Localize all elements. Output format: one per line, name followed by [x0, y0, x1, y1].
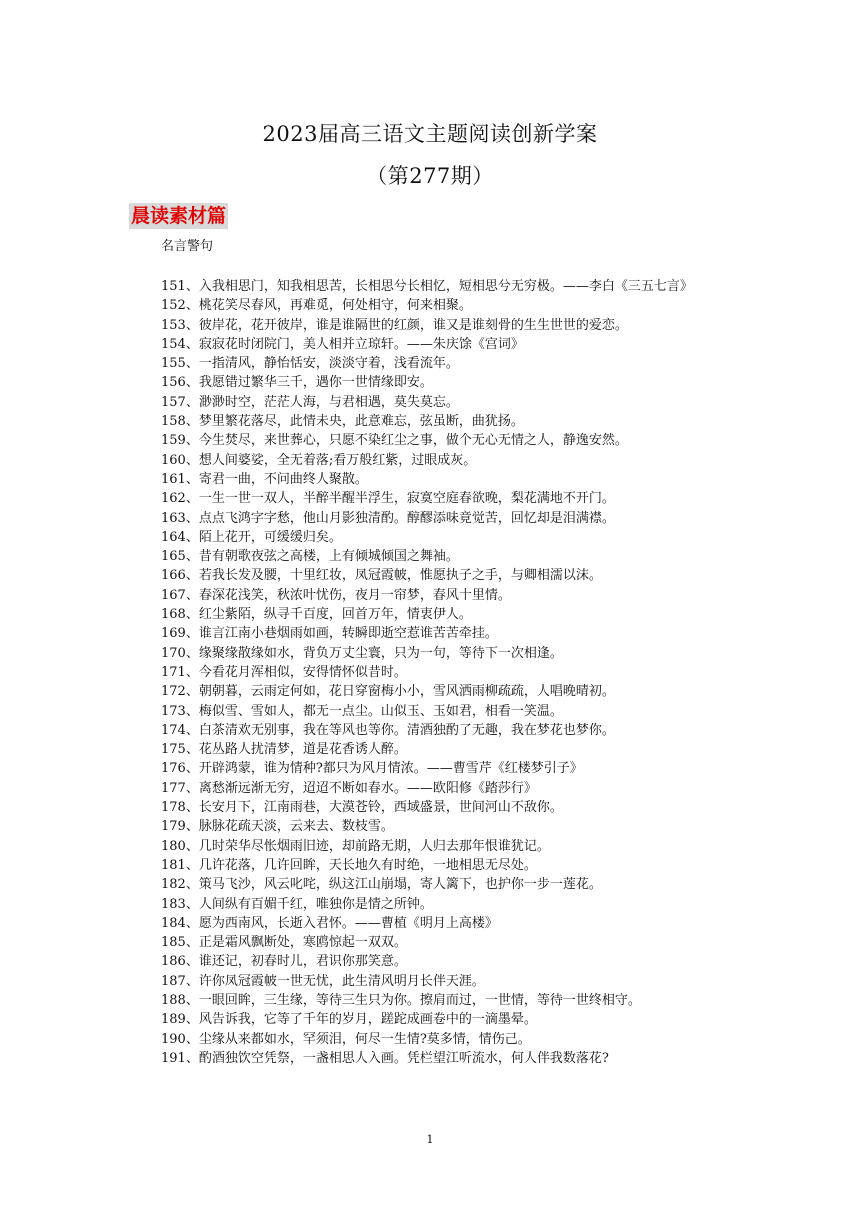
quote-item: 176、开辟鸿蒙，谁为情种?都只为风月情浓。——曹雪芹《红楼梦引子》	[161, 761, 583, 777]
subheading: 名言警句	[161, 239, 214, 254]
quote-item: 188、一眼回眸，三生缘，等待三生只为你。擦肩而过，一世情，等待一世终相守。	[161, 992, 641, 1008]
quote-item: 162、一生一世一双人，半醉半醒半浮生，寂寞空庭春欲晚，梨花满地不开门。	[161, 491, 615, 507]
quote-item: 166、若我长发及腰，十里红妆，凤冠霞帔，惟愿执子之手，与卿相濡以沫。	[161, 568, 602, 584]
quote-item: 179、脉脉花疏天淡，云来去、数枝雪。	[161, 819, 394, 835]
quote-item: 186、谁还记，初春时儿，君识你那笑意。	[161, 954, 407, 970]
quote-item: 172、朝朝暮，云雨定何如，花日穿窗梅小小，雪风洒雨柳疏疏，人唱晚晴初。	[161, 684, 615, 700]
quote-item: 189、风告诉我，它等了千年的岁月，蹉跎成画卷中的一滴墨晕。	[161, 1012, 537, 1028]
quote-item: 169、谁言江南小巷烟雨如画，转瞬即逝空惹谁苦苦牵挂。	[161, 626, 498, 642]
quote-item: 173、梅似雪、雪如人，都无一点尘。山似玉、玉如君，相看一笑温。	[161, 703, 563, 719]
quote-item: 181、几许花落，几许回眸，天长地久有时绝，一地相思无尽处。	[161, 857, 537, 873]
quote-item: 151、入我相思门，知我相思苦，长相思兮长相忆，短相思兮无穷极。——李白《三五七言》	[161, 279, 693, 294]
quote-item: 191、酌酒独饮空凭祭，一盏相思人入画。凭栏望江听流水，何人伴我数落花?	[161, 1050, 609, 1066]
quote-item: 178、长安月下，江南雨巷，大漠苍铃，西域盛景，世间河山不敌你。	[161, 800, 563, 816]
quote-item: 170、缘聚缘散缘如水，背负万丈尘寰，只为一句，等待下一次相逢。	[161, 645, 563, 661]
quote-item: 168、红尘紫陌，纵寻千百度，回首万年，情衷伊人。	[161, 607, 472, 623]
quote-item: 153、彼岸花，花开彼岸，谁是谁隔世的红颜，谁又是谁刻骨的生生世世的爱恋。	[161, 317, 628, 333]
page-number: 1	[426, 1133, 434, 1146]
quote-item: 159、今生焚尽，来世葬心，只愿不染红尘之事，做个无心无情之人，静逸安然。	[161, 433, 628, 449]
quote-item: 174、白茶清欢无别事，我在等风也等你。清酒独酌了无趣，我在梦花也梦你。	[161, 722, 615, 738]
quote-item: 163、点点飞鸿字字愁，他山月影独清酌。醇醪添味竟觉苦，回忆却是泪满襟。	[161, 510, 615, 526]
quote-item: 183、人间纵有百媚千红，唯独你是情之所钟。	[161, 896, 433, 912]
quote-item: 180、几时荣华尽怅烟雨旧迹，却前路无期，人归去那年恨谁犹记。	[161, 838, 550, 854]
quote-item: 154、寂寂花时闭院门，美人相并立琼轩。——朱庆馀《宫词》	[161, 336, 524, 352]
quote-item: 155、一指清风，静怡恬安，淡淡守着，浅看流年。	[161, 356, 459, 372]
quote-item: 175、花丛路人扰清梦，道是花香诱人醉。	[161, 742, 407, 758]
quote-item: 152、桃花笑尽春风，再难觅，何处相守，何来相聚。	[161, 298, 472, 314]
quote-item: 187、许你凤冠霞帔一世无忧，此生清风明月长伴天涯。	[161, 973, 485, 989]
quote-list	[129, 277, 739, 1068]
quote-item: 177、离愁渐远渐无穷，迢迢不断如春水。——欧阳修《踏莎行》	[161, 780, 537, 796]
document-title: 2023届高三语文主题阅读创新学案	[262, 122, 598, 146]
quote-item: 190、尘缘从来都如水，罕须泪，何尽一生情?莫多情，情伤己。	[161, 1031, 531, 1047]
quote-item: 157、渺渺时空，茫茫人海，与君相遇，莫失莫忘。	[161, 394, 459, 410]
quote-item: 167、春深花浅笑，秋浓叶忧伤，夜月一帘梦，春风十里情。	[161, 587, 511, 603]
quote-item: 185、正是霜风飘断处，寒鸥惊起一双双。	[161, 935, 407, 951]
section-heading: 晨读素材篇	[131, 205, 227, 227]
quote-item: 164、陌上花开，可缓缓归矣。	[161, 529, 342, 545]
quote-item: 160、想人间婆娑，全无着落;看万般红紫，过眼成灰。	[161, 452, 477, 468]
issue-number: （第277期）	[366, 164, 494, 188]
quote-item: 165、昔有朝歌夜弦之高楼，上有倾城倾国之舞袖。	[161, 549, 459, 565]
quote-item: 156、我愿错过繁华三千，遇你一世情缘即安。	[161, 375, 433, 391]
quote-item: 161、寄君一曲，不问曲终人聚散。	[161, 471, 368, 487]
quote-item: 184、愿为西南风，长逝入君怀。——曹植《明月上高楼》	[161, 915, 498, 931]
quote-item: 158、梦里繁花落尽，此情未央，此意难忘，弦虽断，曲犹扬。	[161, 414, 524, 430]
quote-item: 182、策马飞沙，风云叱咤，纵这江山崩塌，寄人篱下，也护你一步一莲花。	[161, 877, 602, 893]
quote-item: 171、今看花月浑相似，安得情怀似昔时。	[161, 664, 407, 680]
